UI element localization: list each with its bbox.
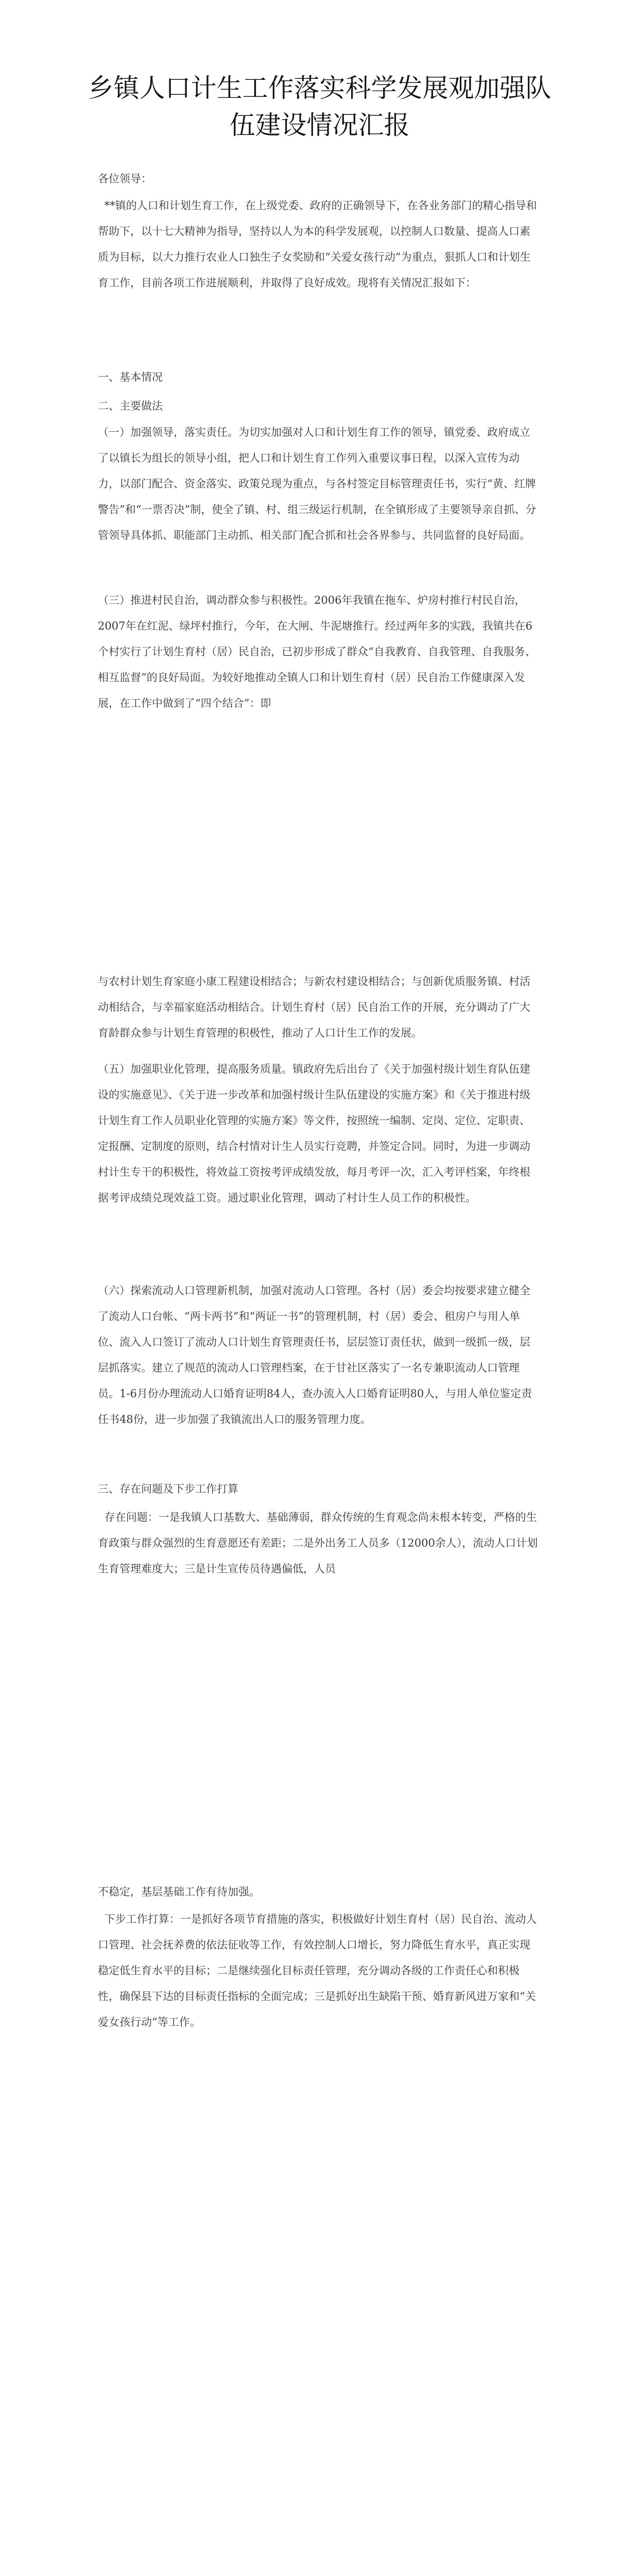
- document-title: [77, 70, 562, 144]
- title-line-1: 乡镇人口计生工作落实科学发展观加强队: [88, 73, 551, 103]
- section-heading-basic: 一、基本情况: [98, 371, 163, 383]
- intro-paragraph: **镇的人口和计划生育工作，在上级党委、政府的正确领导下，在各业务部门的精心指导和帮助下，以十七大精神为指导，坚持以人为本的科学发展观，以控制人口数量、提高人口素质为目标，以大力推行农业人口独生子女奖励和“关爱女孩行动”为重点，狠抓人口和计划生育工作，目前各项工作进展顺利，并取得了良好成效。现将有关情况汇报如下：: [98, 199, 537, 289]
- paragraph-next-plans: 下步工作打算：一是抓好各项节育措施的落实，积极做好计划生育村（居）民自治、流动人口管理、社会抚养费的依法征收等工作，有效控制人口增长，努力降低生育水平，真正实现稳定低生育水平的目标；二是继续强化目标责任管理，充分调动各级的工作责任心和积极性，确保县下达的目标责任指标的全面完成；三是抓好出生缺陷干预、婚育新风进万家和“关爱女孩行动”等工作。: [98, 1913, 537, 2028]
- paragraph-problems-part1: 存在问题：一是我镇人口基数大、基础薄弱，群众传统的生育观念尚未根本转变，严格的生育政策与群众强烈的生育意愿还有差距；二是外出务工人员多（12000余人），流动人口计划生育管理难度大；三是计生宣传员待遇偏低，人员: [98, 1511, 538, 1575]
- paragraph-professional-management: （五）加强职业化管理，提高服务质量。镇政府先后出台了《关于加强村级计划生育队伍建设的实施意见》、《关于进一步改革和加强村级计生队伍建设的实施方案》和《关于推进村级计划生育工作人员职业化管理的实施方案》等文件，按照统一编制、定岗、定位、定职责、定报酬、定制度的原则，结合村情对计生人员实行竞聘，并签定合同。同时，为进一步调动村计生专干的积极性，将效益工资按考评成绩发放，每月考评一次，汇入考评档案，年终根据考评成绩兑现效益工资。通过职业化管理，调动了村计生人员工作的积极性。: [98, 1063, 530, 1204]
- paragraph-village-autonomy-part2: 与农村计划生育家庭小康工程建设相结合；与新农村建设相结合；与创新优质服务镇、村活动相结合，与幸福家庭活动相结合。计划生育村（居）民自治工作的开展，充分调动了广大育龄群众参与计划生育管理的积极性，推动了人口计生工作的发展。: [98, 975, 530, 1039]
- paragraph-floating-population: （六）探索流动人口管理新机制，加强对流动人口管理。各村（居）委会均按要求建立健全了流动人口台帐、“两卡两书”和“两证一书”的管理机制，村（居）委会、租房户与用人单位、流入人口签订了流动人口计划生育管理责任书，层层签订责任状，做到一级抓一级，层层抓落实。建立了规范的流动人口管理档案，在于甘社区落实了一名专兼职流动人口管理员。1-6月份办理流动人口婚育证明84人，查办流入人口婚育证明80人，与用人单位鉴定责任书48份，进一步加强了我镇流出人口的服务管理力度。: [98, 1284, 532, 1426]
- paragraph-leadership: （一）加强领导，落实责任。为切实加强对人口和计划生育工作的领导，镇党委、政府成立了以镇长为组长的领导小组，把人口和计划生育工作列入重要议事日程，以深入宣传为动力，以部门配合、资金落实、政策兑现为重点，与各村签定目标管理责任书，实行“黄、红牌警告”和“一票否决”制，使全了镇、村、组三级运行机制，在全镇形成了主要领导亲自抓、分管领导具体抓、职能部门主动抓、相关部门配合抓和社会各界参与、共同监督的良好局面。: [98, 426, 537, 541]
- section-heading-problems-plans: 三、存在问题及下步工作打算: [98, 1483, 238, 1495]
- salutation: 各位领导：: [98, 173, 152, 185]
- paragraph-village-autonomy-part1: （三）推进村民自治，调动群众参与积极性。2006年我镇在拖车、炉房村推行村民自治，2007年在红泥、绿坪村推行，今年，在大闸、牛泥塘推行。经过两年多的实践，我镇共在6个村实行了计划生育村（居）民自治，已初步形成了群众“自我教育、自我管理、自我服务、相互监督”的良好局面。为较好地推动全镇人口和计划生育村（居）民自治工作健康深入发展，在工作中做到了“四个结合”：即: [98, 594, 536, 709]
- title-line-2: 伍建设情况汇报: [229, 110, 410, 140]
- paragraph-problems-part2: 不稳定，基层基础工作有待加强。: [98, 1886, 260, 1898]
- section-heading-methods: 二、主要做法: [98, 400, 163, 412]
